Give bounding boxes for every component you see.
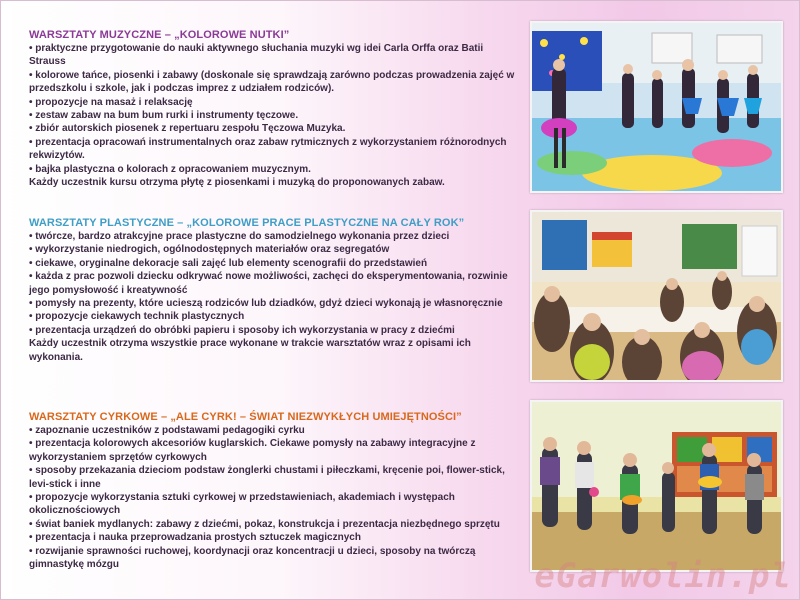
photo-art-workshop — [530, 210, 783, 382]
photo-circus-workshop — [530, 400, 783, 572]
section-title-circus: WARSZTATY CYRKOWE – „ALE CYRK! – ŚWIAT NIEZWYKŁYCH UMIEJĘTNOŚCI” — [29, 411, 462, 423]
list-item: Każdy uczestnik kursu otrzyma płytę z piosenkami i muzyką do proponowanych zabaw. — [29, 177, 445, 189]
list-item: • bajka plastyczna o kolorach z opracowaniem muzycznym. — [29, 163, 311, 175]
list-item: • twórcze, bardzo atrakcyjne prace plastyczne do samodzielnego wykonania przez dzieci — [29, 231, 450, 242]
list-item: • propozycje wykorzystania sztuki cyrkowej w przedstawieniach, akademiach i występach okolicznościowych — [29, 492, 455, 517]
list-item: • zestaw zabaw na bum bum rurki i instrumenty tęczowe. — [29, 110, 299, 122]
section-title-music: WARSZTATY MUZYCZNE – „KOLOROWE NUTKI” — [29, 29, 290, 41]
list-item: • świat baniek mydlanych: zabawy z dziećmi, pokaz, konstrukcja i prezentacja niezbędnego sprzętu — [29, 518, 500, 530]
list-item: • ciekawe, oryginalne dekoracje sali zajęć lub elementy scenografii do przedstawień — [29, 257, 428, 269]
list-item: • sposoby przekazania dzieciom podstaw żonglerki chustami i piłeczkami, kręcenie poi, flower-stick, levi-stick i inne — [29, 465, 505, 490]
photo-music-workshop — [530, 21, 783, 193]
list-item: • zbiór autorskich piosenek z repertuaru zespołu Tęczowa Muzyka. — [29, 123, 346, 135]
section-title-art: WARSZTATY PLASTYCZNE – „KOLOROWE PRACE PLASTYCZNE NA CAŁY ROK” — [29, 217, 465, 229]
list-item: • pomysły na prezenty, które ucieszą rodziców lub dziadków, gdyż dzieci wykonają je własnoręcznie — [29, 298, 503, 310]
list-item: • prezentacja opracowań instrumentalnych oraz zabaw rytmicznych z wykorzystaniem różnorodnych rekwizytów. — [29, 136, 507, 162]
section-circus-workshops — [29, 411, 517, 571]
list-item: • praktyczne przygotowanie do nauki aktywnego słuchania muzyki wg idei Carla Orffa oraz Batii Strauss — [29, 43, 484, 68]
list-item: • prezentacja i nauka przeprowadzania prostych sztuczek magicznych — [29, 532, 361, 544]
section-art-workshops — [29, 217, 517, 364]
list-item: • prezentacja urządzeń do obróbki papieru i sposoby ich wykorzystania w pracy z dziećmi — [29, 324, 455, 336]
list-item: • kolorowe tańce, piosenki i zabawy (doskonale się sprawdzają zarówno podczas prowadzenia zajęć w przedszkolu i szkole, jak i podczas imprez z udziałem rodziców). — [29, 69, 515, 95]
watermark-logo: eGarwolin.pl — [534, 556, 792, 596]
list-item: • wykorzystanie niedrogich, ogólnodostępnych materiałów oraz segregatów — [29, 244, 390, 256]
section-music-workshops — [29, 29, 517, 189]
list-item: • zapoznanie uczestników z podstawami pedagogiki cyrku — [29, 425, 305, 436]
list-item: Każdy uczestnik otrzyma wszystkie prace wykonane w trakcie warsztatów wraz z opisami ich wykonania. — [29, 338, 471, 363]
list-item: • rozwijanie sprawności ruchowej, koordynacji oraz koncentracji u dzieci, sposoby na twórczą gimnastykę mózgu — [29, 545, 476, 571]
list-item: • propozycje ciekawych technik plastycznych — [29, 311, 245, 323]
list-item: • każda z prac pozwoli dziecku odkrywać nowe możliwości, zachęci do eksperymentowania, rozwinie jego pomysłowość i kreatywność — [29, 271, 508, 296]
list-item: • prezentacja kolorowych akcesoriów kuglarskich. Ciekawe pomysły na zabawy integracyjne z wykorzystaniem sprzętów cyrkowych — [29, 438, 476, 463]
list-item: • propozycje na masaż i relaksację — [29, 96, 193, 108]
